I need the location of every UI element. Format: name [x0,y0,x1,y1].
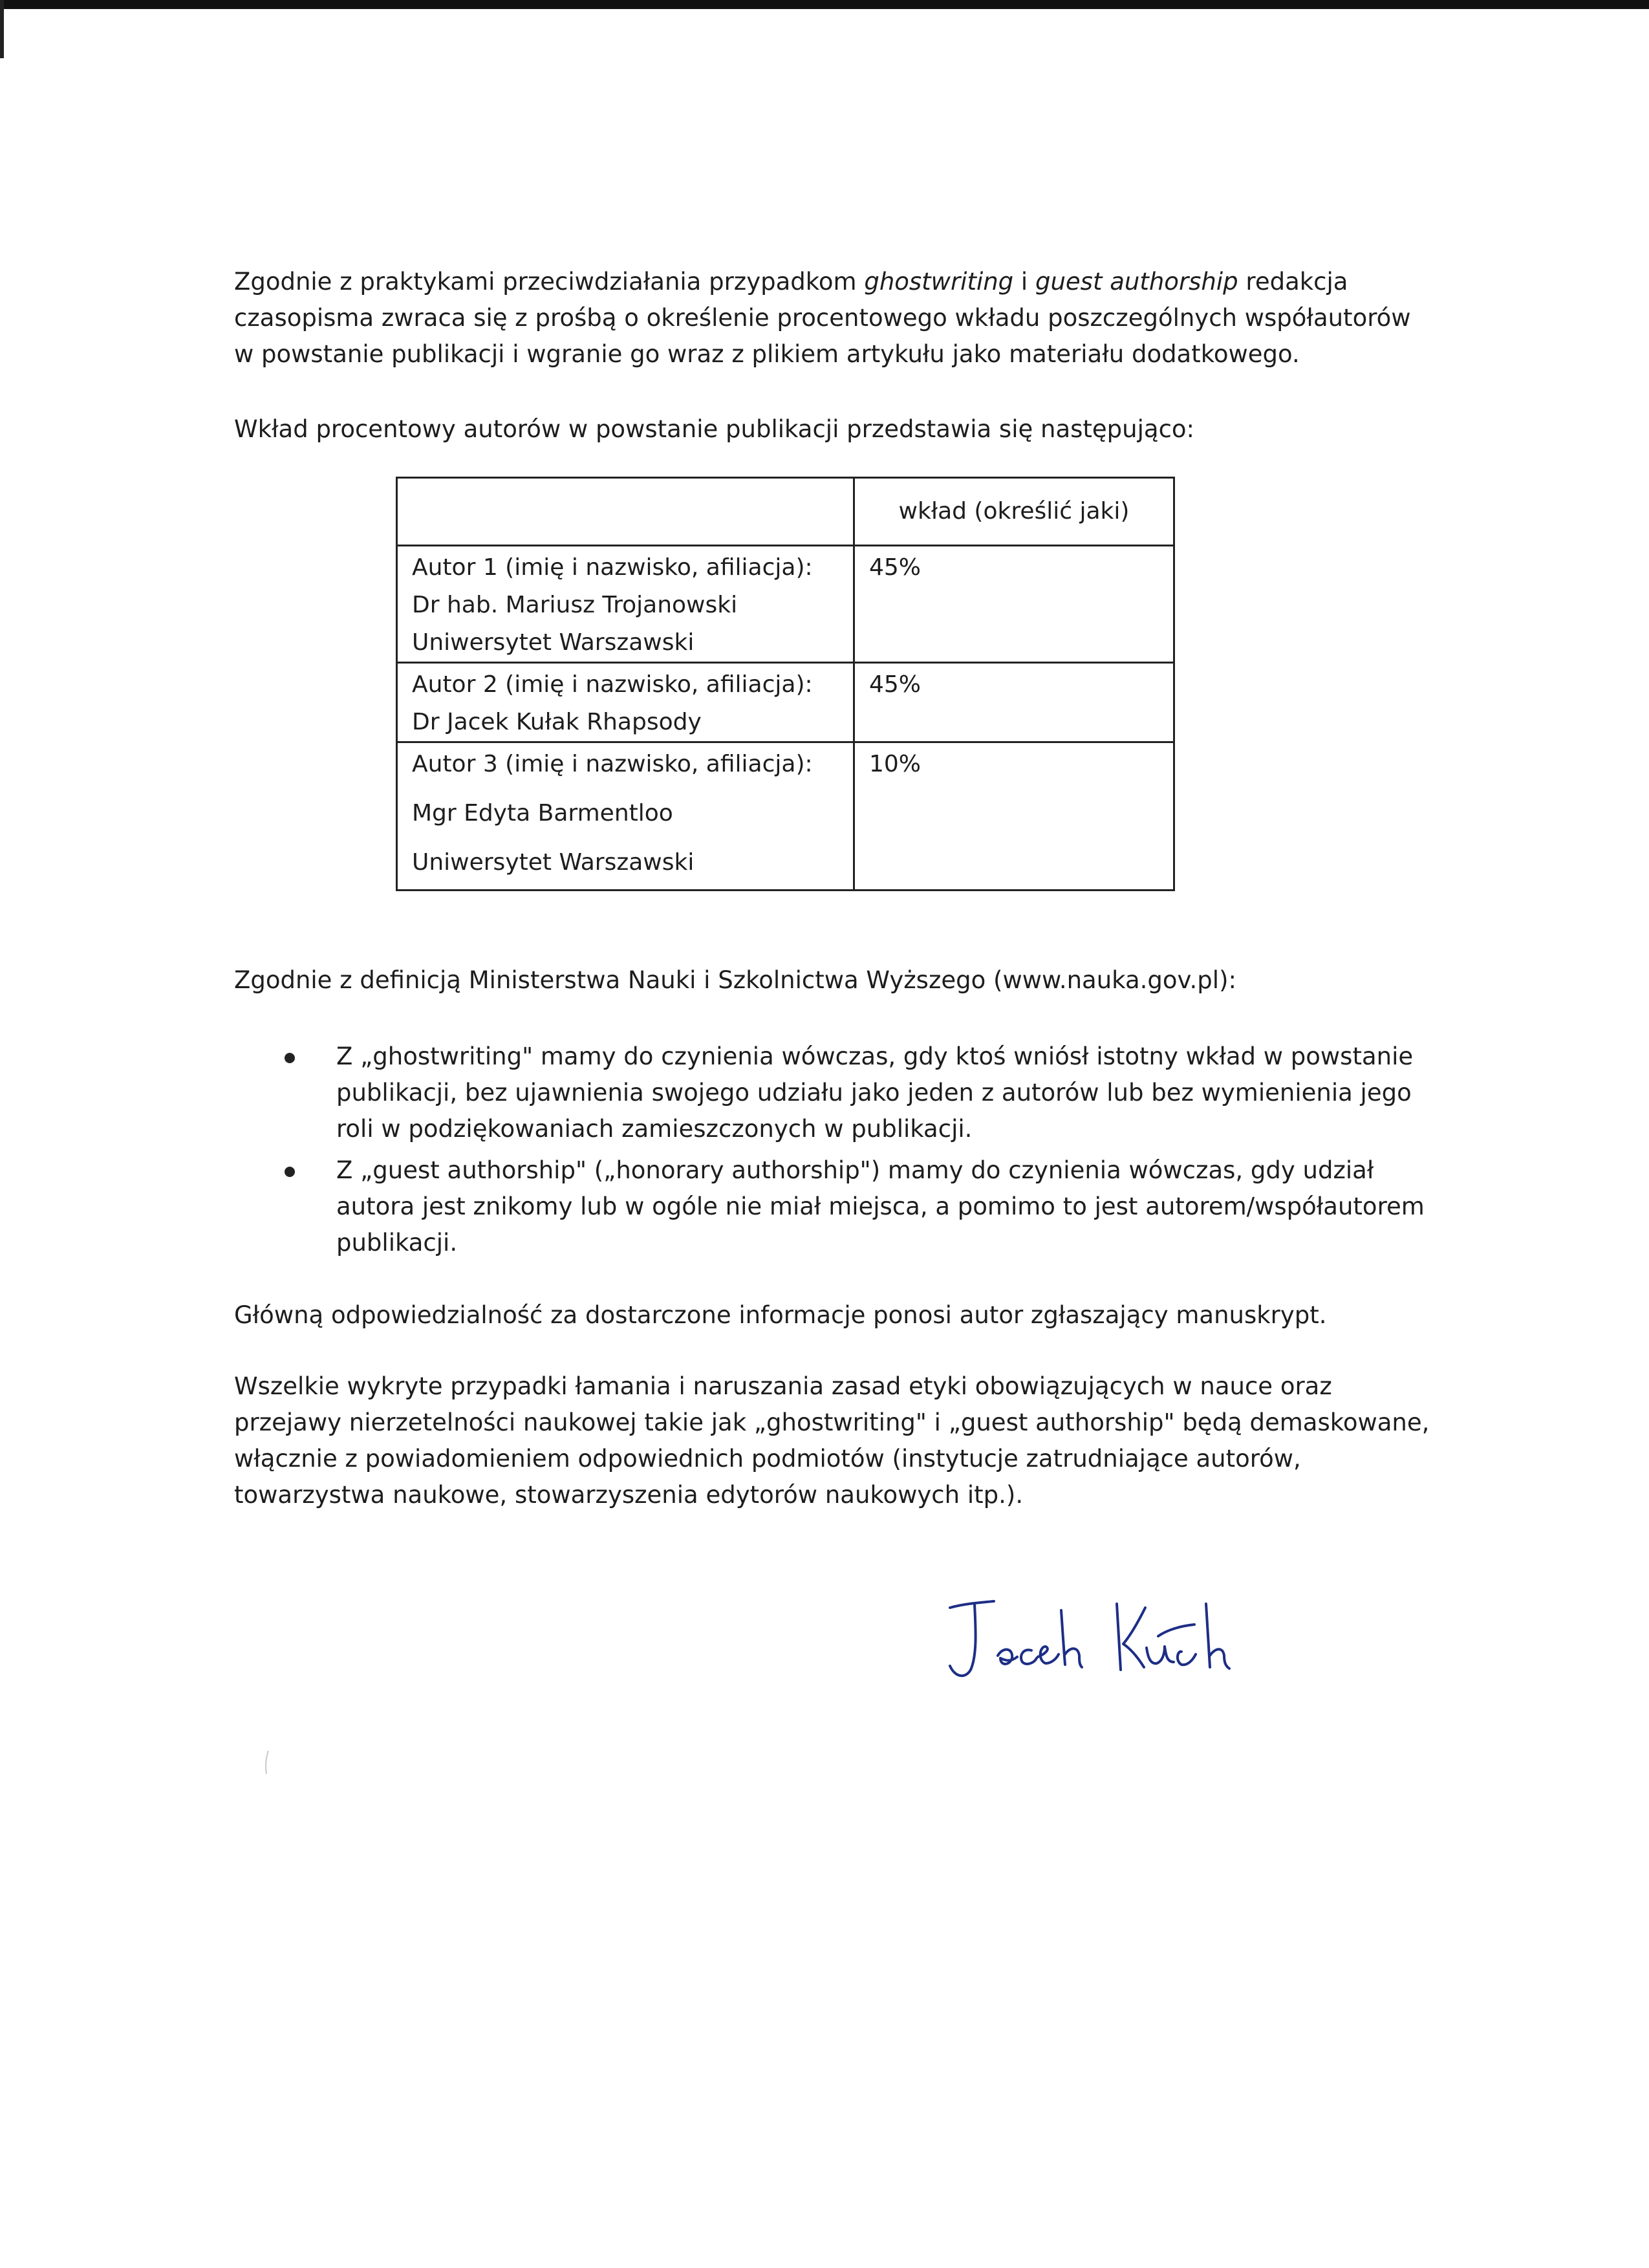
scan-edge-top [0,0,1649,9]
scan-speck [264,1749,270,1775]
author-label: Autor 3 (imię i nazwisko, afiliacja): [412,751,813,777]
table-header-contribution: wkład (określić jaki) [854,478,1174,546]
author-cell [397,546,854,663]
intro-text-a: Zgodnie z praktykami przeciwdziałania przypadkom [234,268,865,296]
intro-paragraph [234,264,1437,373]
bullet-text-guest-authorship: Z „guest authorship" („honorary authorship") mamy do czynienia wówczas, gdy udział autora jest znikomy lub w ogóle nie miał miejsca, a pomimo to jest autorem/współautorem publikacji. [336,1156,1425,1257]
bullet-dot-icon [285,1167,295,1177]
author-affiliation: Uniwersytet Warszawski [412,629,695,656]
author-cell [397,742,854,891]
author-name-affiliation: Dr Jacek Kułak Rhapsody [412,709,702,735]
author-cell [397,663,854,742]
table-row [397,663,1174,742]
handwritten-signature [941,1584,1277,1694]
closing-paragraph: Wszelkie wykryte przypadki łamania i naruszania zasad etyki obowiązujących w nauce oraz przejawy nierzetelności naukowej takie jak „ghostwriting" i „guest authorship" będą demaskowane, włącznie z powiadomieniem odpowiednich podmiotów (instytucje zatrudniające autorów, towarzystwa naukowe, stowarzyszenia edytorów naukowych itp.). [234,1372,1430,1509]
author-affiliation: Uniwersytet Warszawski [412,849,695,876]
list-item [285,1152,1449,1261]
author-label: Autor 1 (imię i nazwisko, afiliacja): [412,554,813,581]
intro-text-b: i [1013,268,1035,296]
table-row [397,742,1174,891]
contribution-table [396,477,1175,891]
scan-edge-left [0,0,4,58]
intro-term-ghostwriting: ghostwriting [864,268,1014,296]
contribution-value: 45% [854,663,1174,742]
responsibility-paragraph: Główną odpowiedzialność za dostarczone informacje ponosi autor zgłaszający manuskrypt. [234,1301,1327,1329]
bullet-dot-icon [285,1053,295,1063]
definition-intro: Zgodnie z definicją Ministerstwa Nauki i Szkolnictwa Wyższego (www.nauka.gov.pl): [234,966,1236,994]
contribution-value: 45% [854,546,1174,663]
table-row [397,546,1174,663]
author-name: Mgr Edyta Barmentloo [412,800,673,826]
table-intro: Wkład procentowy autorów w powstanie publikacji przedstawia się następująco: [234,415,1195,443]
contribution-value: 10% [854,742,1174,891]
author-name: Dr hab. Mariusz Trojanowski [412,592,738,618]
intro-text-c: redakcja czasopisma zwraca się z prośbą o określenie procentowego wkładu poszczególnych współautorów w powstanie publikacji i wgranie go wraz z plikiem artykułu jako materiału dodatkowego. [234,268,1411,368]
author-label: Autor 2 (imię i nazwisko, afiliacja): [412,671,813,698]
intro-term-guest-authorship: guest authorship [1035,268,1238,296]
table-header-blank [397,478,854,546]
table-header-row [397,478,1174,546]
list-item [285,1039,1449,1147]
bullet-text-ghostwriting: Z „ghostwriting" mamy do czynienia wówczas, gdy ktoś wniósł istotny wkład w powstanie publikacji, bez ujawnienia swojego udziału jako jeden z autorów lub bez wymienienia jego roli w podziękowaniach zamieszczonych w publikacji. [336,1042,1414,1143]
definition-list [285,1039,1449,1266]
